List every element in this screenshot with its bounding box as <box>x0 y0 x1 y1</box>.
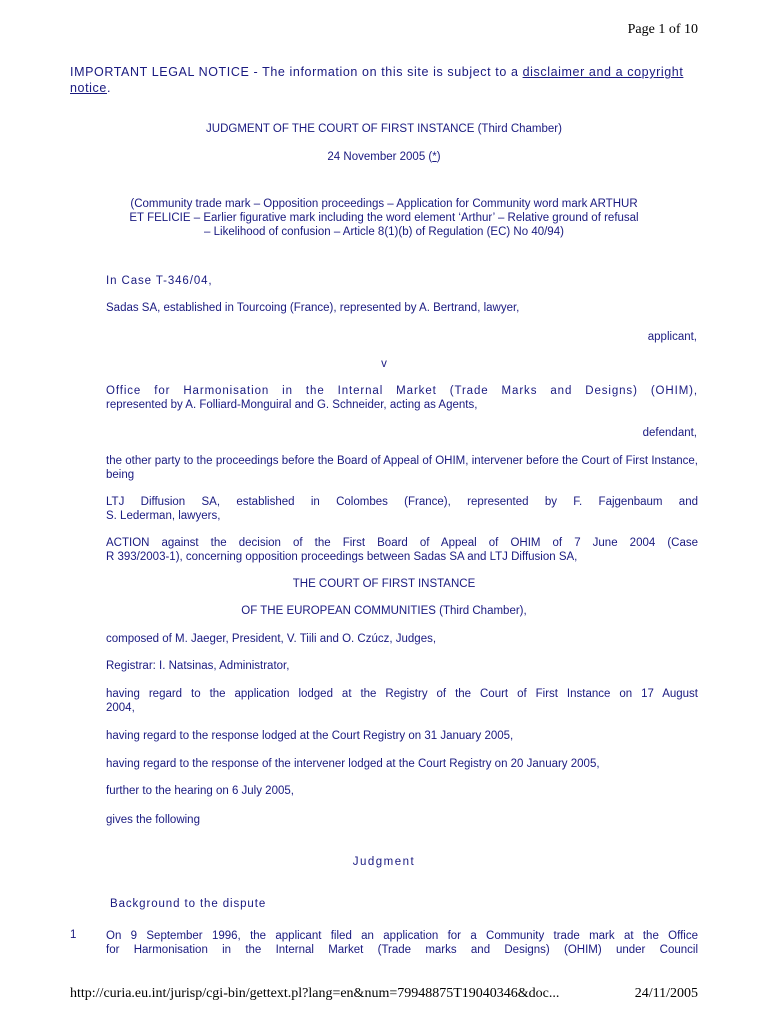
legal-notice-text: IMPORTANT LEGAL NOTICE - The information on this site is subject to a <box>70 65 523 79</box>
judgment-heading: Judgment <box>352 856 416 868</box>
action-line-2: R 393/2003-1), concerning opposition proceedings between Sadas SA and LTJ Diffusion SA, <box>106 551 578 563</box>
intervener-line-2: S. Lederman, lawyers, <box>106 510 221 522</box>
composition: composed of M. Jaeger, President, V. Tiili and O. Czúcz, Judges, <box>106 633 437 645</box>
summary-line-3: – Likelihood of confusion – Article 8(1)(b) of Regulation (EC) No 40/94) <box>204 226 564 238</box>
date-close: ) <box>436 151 441 163</box>
registrar: Registrar: I. Natsinas, Administrator, <box>106 660 290 672</box>
disclaimer-link[interactable]: disclaimer and a copyright notice <box>70 65 684 95</box>
paragraph-number: 1 <box>70 929 77 941</box>
gives-following: gives the following <box>106 814 200 826</box>
regard-1-line-2: 2004, <box>106 702 135 714</box>
court-heading-1: THE COURT OF FIRST INSTANCE <box>292 578 476 590</box>
hearing: further to the hearing on 6 July 2005, <box>106 785 294 797</box>
applicant-label: applicant, <box>647 331 697 343</box>
judgment-date <box>70 150 698 164</box>
summary-line-2: ET FELICIE – Earlier figurative mark including the word element ‘Arthur’ – Relative ground of refusal <box>129 212 639 224</box>
legal-notice-end: . <box>106 81 112 95</box>
action-line-1: ACTION against the decision of the First Board of Appeal of OHIM of 7 June 2004 (Case <box>106 537 698 549</box>
regard-1-line-1: having regard to the application lodged at the Registry of the Court of First Instance on 17 August <box>106 688 698 700</box>
defendant-label: defendant, <box>642 427 697 439</box>
footer-url: http://curia.eu.int/jurisp/cgi-bin/gettext.pl?lang=en&num=79948875T19040346&doc... <box>70 986 560 1001</box>
regard-3: having regard to the response of the intervener lodged at the Court Registry on 20 January 2005, <box>106 758 600 770</box>
footer-date: 24/11/2005 <box>634 986 698 1001</box>
intervener-line-1: LTJ Diffusion SA, established in Colombes (France), represented by F. Fajgenbaum and <box>106 496 698 508</box>
ohim-line-2: represented by A. Folliard-Monguiral and G. Schneider, acting as Agents, <box>106 399 478 411</box>
regard-2: having regard to the response lodged at the Court Registry on 31 January 2005, <box>106 730 514 742</box>
page-number: Page 1 of 10 <box>627 22 698 37</box>
ohim-line-1: Office for Harmonisation in the Internal Market (Trade Marks and Designs) (OHIM), <box>106 385 698 397</box>
court-heading-2: OF THE EUROPEAN COMMUNITIES (Third Chamber), <box>241 605 527 617</box>
legal-notice <box>70 64 698 96</box>
case-number: In Case T-346/04, <box>106 275 213 287</box>
other-party: the other party to the proceedings before the Board of Appeal of OHIM, intervener before the Court of First Instance, being <box>106 455 698 481</box>
date-text: 24 November 2005 ( <box>327 151 433 163</box>
footnote-link[interactable]: * <box>432 151 437 163</box>
applicant-party: Sadas SA, established in Tourcoing (France), represented by A. Bertrand, lawyer, <box>106 302 520 314</box>
paragraph-1-line-1: On 9 September 1996, the applicant filed an application for a Community trade mark at the Office <box>106 930 698 942</box>
summary-line-1: (Community trade mark – Opposition proceedings – Application for Community word mark ARTHUR <box>130 198 638 210</box>
versus: v <box>381 358 387 370</box>
judgment-title: JUDGMENT OF THE COURT OF FIRST INSTANCE (Third Chamber) <box>206 123 562 135</box>
paragraph-1-line-2: for Harmonisation in the Internal Market (Trade marks and Designs) (OHIM) under Council <box>106 944 698 956</box>
background-heading: Background to the dispute <box>110 898 267 910</box>
